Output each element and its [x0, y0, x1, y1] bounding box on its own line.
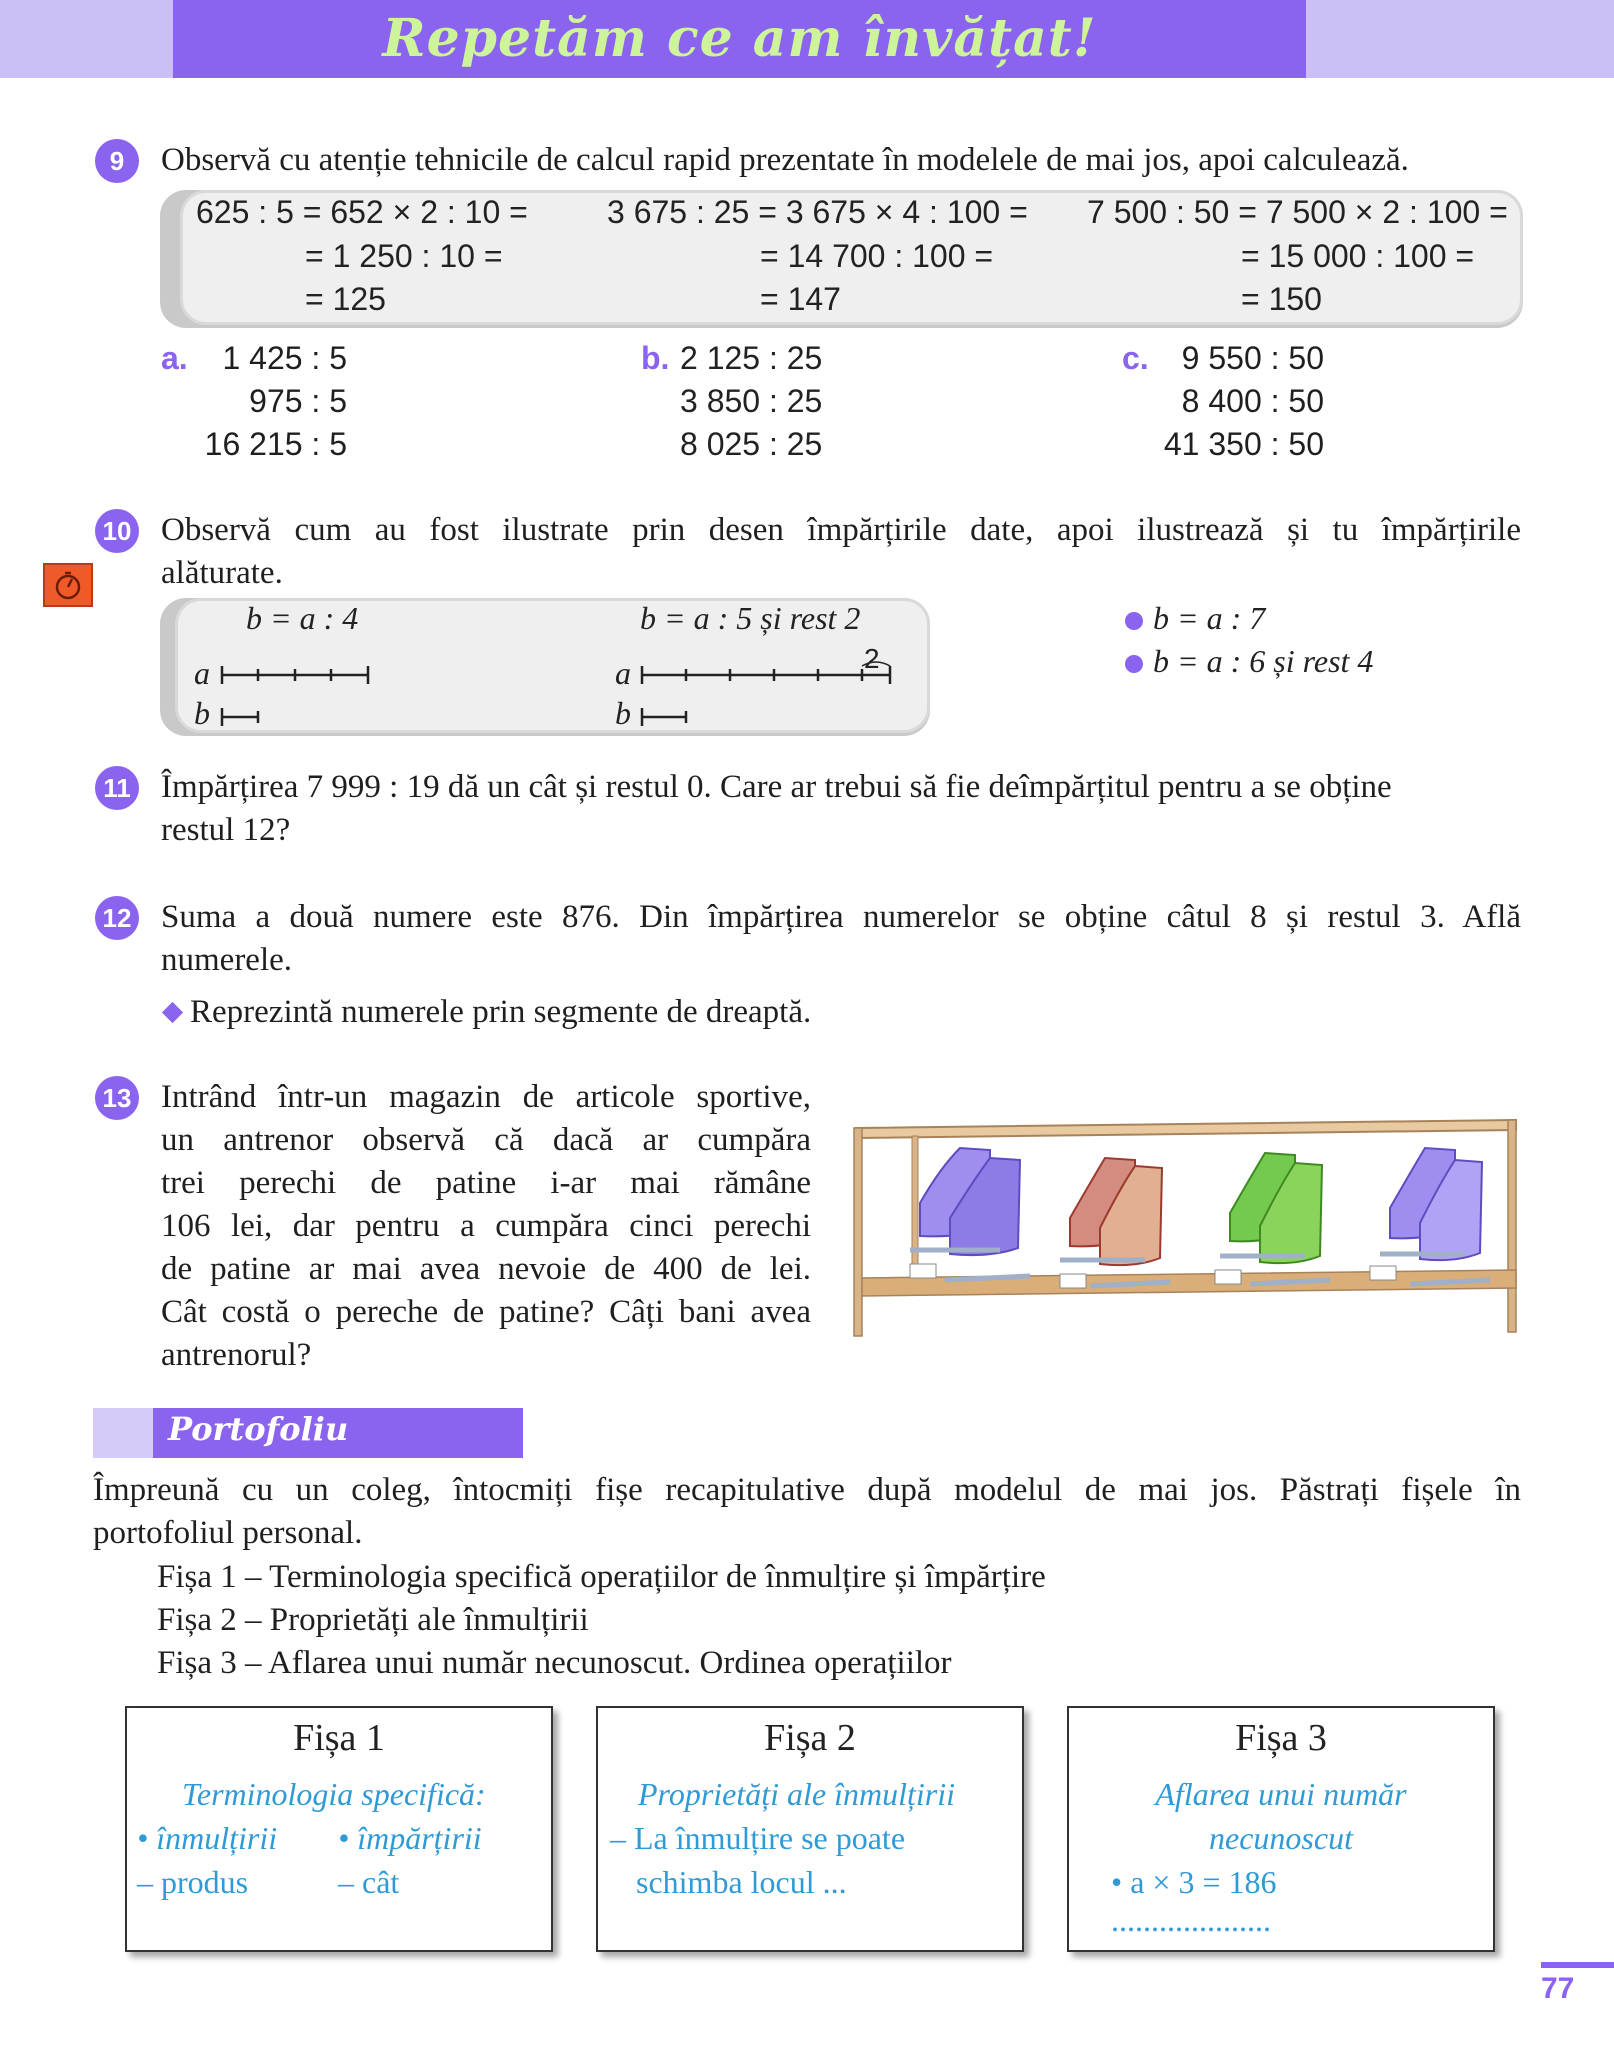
diagram-1-label-b: b [194, 695, 210, 731]
diagram-2-segments [638, 660, 898, 730]
model-2-line-2: = 14 700 : 100 = [760, 238, 994, 274]
card-line: • a × 3 = 186 [1111, 1864, 1277, 1900]
stopwatch-icon [43, 563, 93, 607]
page-number: 77 [1541, 1972, 1575, 2005]
diagram-1-segments [218, 660, 378, 730]
ex9-instruction: Observă cu atenție tehnicile de calcul rapid prezentate în modelele de mai jos, apoi calculează. [161, 142, 1409, 178]
portfolio-instruction-line-1: Împreună cu un coleg, întocmiți fișe recapitulative după modelul de mai jos. Păstrați fișele în [93, 1472, 1521, 1508]
card-dotted-line: .................... [1111, 1902, 1271, 1938]
card-line: • împărțirii [338, 1820, 482, 1856]
ex12-text-line-2: numerele. [161, 942, 293, 978]
ex11-text-line-1: Împărțirea 7 999 : 19 dă un cât și restul 0. Care ar trebui să fie deîmpărțitul pentru a se obține [161, 769, 1392, 805]
exercise-number: 9 [95, 139, 139, 183]
card-line: – cât [338, 1864, 400, 1900]
group-c-item: 8 400 : 50 [1181, 383, 1324, 419]
portfolio-list-item: Fișa 3 – Aflarea unui număr necunoscut. Ordinea operațiilor [157, 1645, 952, 1681]
diagram-2-formula: b = a : 5 și rest 2 [640, 600, 861, 636]
ex13-text-line: 106 lei, dar pentru a cumpăra cinci perechi [161, 1208, 811, 1244]
exercise-number: 10 [95, 509, 139, 553]
card-title: Fișa 2 [764, 1717, 856, 1759]
card-line: • înmulțirii [137, 1820, 278, 1856]
group-c-label: c. [1122, 340, 1149, 376]
exercise-number: 12 [95, 896, 139, 940]
page-number-bar [1541, 1962, 1614, 1968]
ex13-text-line: trei perechi de patine i-ar mai rămâne [161, 1165, 811, 1201]
group-a-label: a. [161, 340, 188, 376]
group-a-item: 1 425 : 5 [222, 340, 347, 376]
model-2-line-3: = 147 [760, 281, 841, 317]
portfolio-title: Portofoliu [168, 1410, 349, 1448]
page-title: Repetăm ce am învățat! [382, 8, 1097, 69]
ex10-task: b = a : 7 [1125, 597, 1265, 640]
group-a-item: 16 215 : 5 [204, 426, 347, 462]
circle-bullet-icon [1125, 612, 1143, 630]
group-b-label: b. [641, 340, 670, 376]
diagram-2-label-b: b [615, 695, 631, 731]
ex10-task: b = a : 6 și rest 4 [1125, 640, 1373, 683]
group-b-item: 2 125 : 25 [680, 340, 823, 376]
ex10-instruction-line-1: Observă cum au fost ilustrate prin desen împărțirile date, apoi ilustrează și tu împărțirile [161, 512, 1521, 548]
card-fisa-3 [1067, 1706, 1495, 1952]
ex12-text-line-1: Suma a două numere este 876. Din împărțirea numerelor se obține câtul 8 și restul 3. Află [161, 899, 1521, 935]
card-title: Fișa 3 [1235, 1717, 1327, 1759]
circle-bullet-icon [1125, 655, 1143, 673]
model-1-line-3: = 125 [305, 281, 386, 317]
card-line: – produs [137, 1864, 249, 1900]
card-subtitle: necunoscut [1209, 1820, 1353, 1856]
diagram-2-rest-label: 2 [864, 643, 880, 674]
card-subtitle: Aflarea unui număr [1155, 1776, 1407, 1812]
ex13-text-line: de patine ar mai avea nevoie de 400 de lei. [161, 1251, 811, 1287]
card-line: – La înmulțire se poate [610, 1820, 906, 1856]
group-b-item: 3 850 : 25 [680, 383, 823, 419]
model-3-line-2: = 15 000 : 100 = [1241, 238, 1475, 274]
model-3-line-1: 7 500 : 50 = 7 500 × 2 : 100 = [1087, 194, 1508, 230]
portfolio-instruction-line-2: portofoliul personal. [93, 1515, 363, 1551]
portfolio-list-item: Fișa 2 – Proprietăți ale înmulțirii [157, 1602, 589, 1638]
card-subtitle: Terminologia specifică: [182, 1776, 486, 1812]
card-fisa-2 [596, 1706, 1024, 1952]
card-line: schimba locul ... [636, 1864, 847, 1900]
diagram-1-label-a: a [194, 655, 210, 691]
ex12-hint: Reprezintă numerele prin segmente de dreaptă. [161, 991, 811, 1034]
diamond-bullet-icon [162, 1002, 183, 1023]
ex11-text-line-2: restul 12? [161, 812, 291, 848]
ex13-text-line: Intrând într-un magazin de articole sportive, [161, 1079, 811, 1115]
diagram-2-label-a: a [615, 655, 631, 691]
group-a-item: 975 : 5 [249, 383, 347, 419]
model-1-line-1: 625 : 5 = 652 × 2 : 10 = [196, 194, 528, 230]
exercise-number: 11 [95, 766, 139, 810]
ex13-text-line: antrenorul? [161, 1337, 312, 1373]
model-3-line-3: = 150 [1241, 281, 1322, 317]
model-2-line-1: 3 675 : 25 = 3 675 × 4 : 100 = [607, 194, 1028, 230]
group-c-item: 41 350 : 50 [1163, 426, 1324, 462]
exercise-number: 13 [95, 1076, 139, 1120]
card-title: Fișa 1 [293, 1717, 385, 1759]
diagram-1-formula: b = a : 4 [246, 600, 359, 636]
group-c-item: 9 550 : 50 [1181, 340, 1324, 376]
ex10-instruction-line-2: alăturate. [161, 555, 283, 591]
ex13-text-line: un antrenor observă că dacă ar cumpăra [161, 1122, 811, 1158]
model-1-line-2: = 1 250 : 10 = [305, 238, 503, 274]
ex13-text-line: Cât costă o pereche de patine? Câți bani avea [161, 1294, 811, 1330]
group-b-item: 8 025 : 25 [680, 426, 823, 462]
card-fisa-1 [125, 1706, 553, 1952]
portfolio-list-item: Fișa 1 – Terminologia specifică operațiilor de înmulțire și împărțire [157, 1559, 1046, 1595]
ice-skates-illustration [850, 1108, 1522, 1338]
card-subtitle: Proprietăți ale înmulțirii [638, 1776, 956, 1812]
